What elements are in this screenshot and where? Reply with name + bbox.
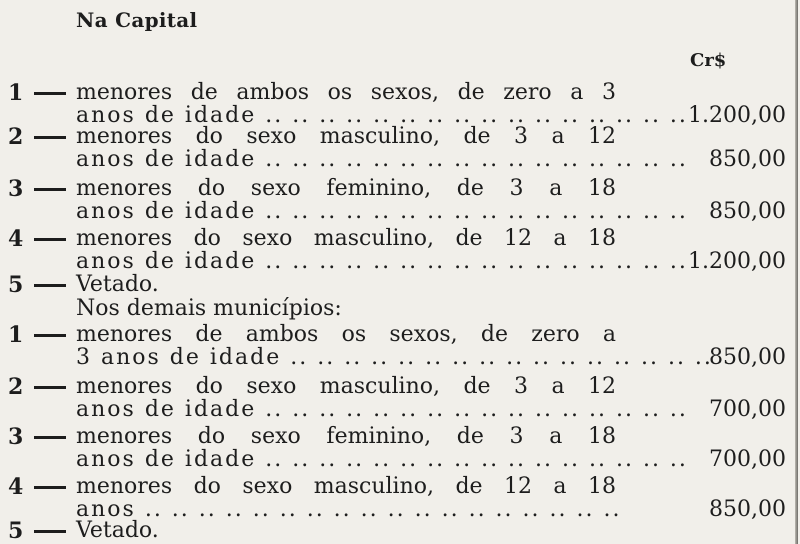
item-value: 700,00: [709, 447, 786, 472]
currency-label: Cr$: [690, 50, 727, 71]
item-text: menores de ambos os sexos, de zero a: [76, 322, 616, 347]
item-number: 3: [8, 424, 24, 450]
item-text-cont: anos de idade: [76, 147, 257, 172]
item-text-cont: 3 anos de idade: [76, 345, 282, 370]
item-leader: 3 anos de idade .. .. .. .. .. .. .. .. .. .. .. .. .. .. .. ..: [76, 345, 713, 370]
item-value: 850,00: [709, 199, 786, 224]
section-heading-other: Nos demais municípios:: [76, 296, 342, 321]
item-value: 850,00: [709, 345, 786, 370]
item-leader: anos .. .. .. .. .. .. .. .. .. .. .. .. .. .. .. .. .. ..: [76, 497, 622, 522]
item-text-cont: anos de idade: [76, 103, 257, 128]
item-text: menores do sexo feminino, de 3 a 18: [76, 176, 616, 201]
item-text: menores do sexo masculino, de 12 a 18: [76, 474, 616, 499]
page-edge: [795, 0, 798, 544]
item-text: Vetado.: [76, 518, 159, 543]
item-value: 850,00: [709, 147, 786, 172]
section-heading-capital: Na Capital: [76, 8, 198, 32]
item-leader: anos de idade .. .. .. .. .. .. .. .. .. .. .. .. .. .. .. ..: [76, 249, 688, 274]
item-text: menores do sexo masculino, de 12 a 18: [76, 226, 616, 251]
item-text: menores do sexo masculino, de 3 a 12: [76, 374, 616, 399]
item-text: menores do sexo masculino, de 3 a 12: [76, 124, 616, 149]
item-number: 2: [8, 124, 24, 150]
item-leader: anos de idade .. .. .. .. .. .. .. .. .. .. .. .. .. .. .. ..: [76, 447, 688, 472]
item-number: 5: [8, 518, 24, 544]
item-leader: anos de idade .. .. .. .. .. .. .. .. .. .. .. .. .. .. .. ..: [76, 397, 688, 422]
item-dash: [34, 436, 66, 439]
item-text-cont: anos de idade: [76, 397, 257, 422]
item-dash: [34, 334, 66, 337]
item-value: 1.200,00: [688, 249, 786, 274]
item-leader: anos de idade .. .. .. .. .. .. .. .. .. .. .. .. .. .. .. ..: [76, 199, 688, 224]
item-dash: [34, 284, 66, 287]
item-text: menores de ambos os sexos, de zero a 3: [76, 80, 616, 105]
item-value: 1.200,00: [688, 103, 786, 128]
item-value: 700,00: [709, 397, 786, 422]
item-value: 850,00: [709, 497, 786, 522]
item-dash: [34, 386, 66, 389]
item-text-cont: anos: [76, 497, 136, 522]
item-number: 1: [8, 322, 24, 348]
item-number: 1: [8, 80, 24, 106]
item-text-cont: anos de idade: [76, 249, 257, 274]
item-number: 3: [8, 176, 24, 202]
item-dash: [34, 530, 66, 533]
item-dash: [34, 486, 66, 489]
item-leader: anos de idade .. .. .. .. .. .. .. .. .. .. .. .. .. .. .. ..: [76, 147, 688, 172]
item-text-cont: anos de idade: [76, 447, 257, 472]
item-number: 4: [8, 226, 24, 252]
item-number: 4: [8, 474, 24, 500]
item-text: menores do sexo feminino, de 3 a 18: [76, 424, 616, 449]
item-text: Vetado.: [76, 272, 159, 297]
item-leader: anos de idade .. .. .. .. .. .. .. .. .. .. .. .. .. .. .. ..: [76, 103, 688, 128]
item-number: 2: [8, 374, 24, 400]
item-dash: [34, 188, 66, 191]
item-text-cont: anos de idade: [76, 199, 257, 224]
item-number: 5: [8, 272, 24, 298]
item-dash: [34, 136, 66, 139]
item-dash: [34, 92, 66, 95]
item-dash: [34, 238, 66, 241]
